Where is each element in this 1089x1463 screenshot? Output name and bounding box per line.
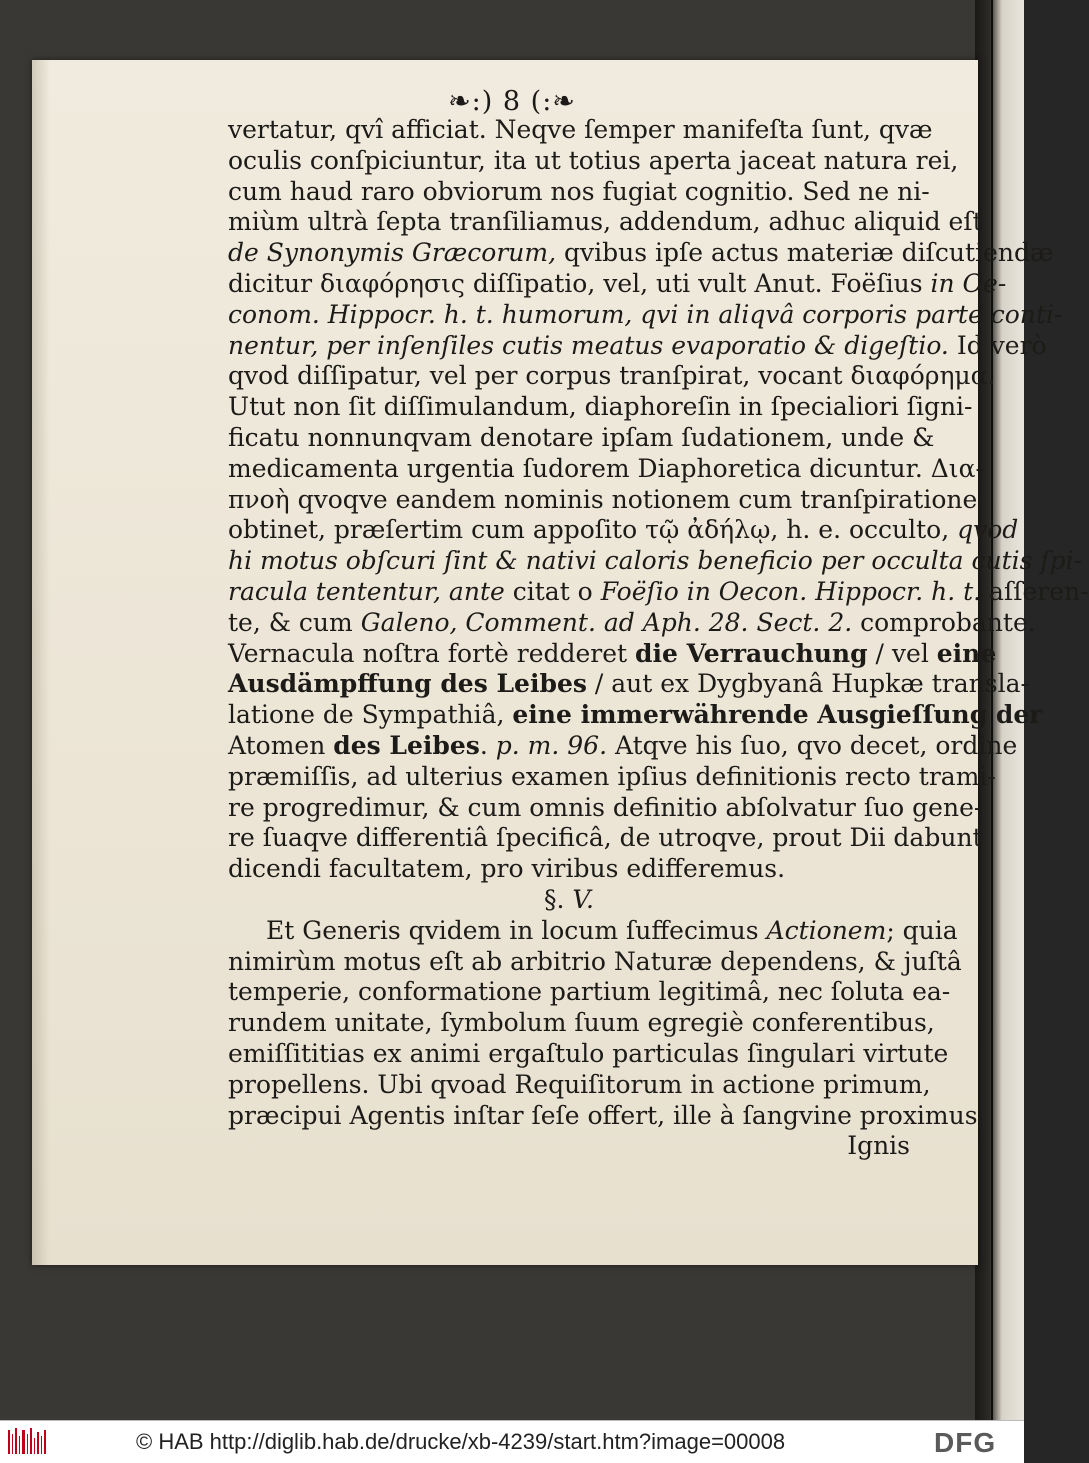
text-segment: te, & cum	[228, 607, 361, 637]
text-line	[228, 761, 996, 793]
text-line	[228, 422, 935, 454]
text-segment: Ausdämpffung des Leibes	[228, 669, 587, 699]
text-line	[228, 330, 1047, 362]
text-line	[228, 700, 1043, 731]
text-line	[228, 607, 1036, 639]
text-segment: qvibus ipſe actus materiæ diſcutiendæ	[556, 238, 1054, 268]
text-line	[228, 115, 933, 146]
text-line	[228, 238, 1054, 269]
text-segment: dicendi facultatem, pro viribus edifferemus.	[228, 854, 786, 884]
text-segment: temperie, conformatione partium legitimâ, nec ſoluta ea-	[228, 977, 951, 1007]
text-line	[228, 576, 1089, 608]
text-segment: des Leibes	[333, 730, 480, 760]
text-segment: hi motus obſcuri ſint & nativi caloris beneficio per occulta cutis ſpi-	[228, 546, 1083, 576]
text-segment: eine	[936, 638, 997, 668]
text-segment: Atqve his ſuo, qvo decet, ordine	[607, 730, 1018, 760]
text-segment: nentur, per inſenſiles cutis meatus evaporatio & digeſtio.	[228, 330, 949, 360]
text-line	[228, 823, 983, 854]
text-segment: præmiſſis, ad ulterius examen ipſius definitionis recto trami-	[228, 761, 996, 791]
text-segment: aſſeren-	[981, 576, 1089, 606]
copyright-link[interactable]: © HAB http://diglib.hab.de/drucke/xb-4239/start.htm?image=00008	[136, 1429, 786, 1454]
text-segment: eine immerwährende Ausgieſſung der	[512, 700, 1043, 730]
text-segment: dicitur διαφόρησις diſſipatio, vel, uti vult Anut. Foëſius	[228, 268, 931, 298]
text-segment: Galeno, Comment. ad Aph. 28. Sect. 2.	[360, 607, 853, 637]
text-line	[228, 885, 910, 916]
text-segment: .	[479, 730, 496, 760]
text-line	[228, 515, 1019, 546]
text-line	[228, 453, 984, 485]
text-segment: in Oe-	[930, 268, 1007, 298]
page-header: ❧:) 8 (:❧	[448, 86, 576, 117]
text-line	[228, 946, 962, 978]
text-line	[228, 207, 983, 238]
text-segment: / aut ex Dygbyanâ Hupkæ transla-	[586, 669, 1029, 699]
text-segment: Et Generis qvidem in locum ſuffecimus	[266, 915, 767, 945]
text-segment: ficatu nonnunqvam denotare ipſam ſudationem, unde &	[228, 422, 935, 452]
text-line	[228, 1100, 978, 1132]
text-line	[228, 176, 930, 208]
dfg-logo[interactable]: DFG	[934, 1427, 997, 1458]
text-line	[228, 361, 996, 392]
text-segment: / vel	[867, 638, 937, 668]
text-segment: miùm ultrà ſepta tranſiliamus, addendum, adhuc aliquid eſt	[228, 207, 983, 237]
text-segment: p. m. 96.	[495, 730, 608, 760]
text-line	[228, 299, 1063, 331]
text-line	[228, 1131, 910, 1162]
page-gutter-shadow	[32, 60, 50, 1265]
text-segment: præcipui Agentis inſtar ſeſe offert, ille à ſangvine proximus	[228, 1100, 978, 1130]
text-segment: Foëſio in Oecon. Hippocr. h. t.	[600, 576, 982, 606]
text-segment: de Synonymis Græcorum,	[228, 238, 557, 268]
text-segment: obtinet, præſertim cum appoſito τῷ ἀδήλῳ, h. e. occulto,	[228, 515, 958, 545]
text-segment: Utut non ſit diſſimulandum, diaphoreſin in ſpecialiori ſigni-	[228, 392, 973, 422]
text-line	[228, 484, 978, 516]
text-line	[228, 915, 958, 947]
text-line	[228, 1038, 949, 1070]
text-segment: qvod	[957, 515, 1019, 545]
text-segment: die Verrauchung	[635, 638, 868, 668]
text-segment: emiſſititias ex animi ergaſtulo particulas ſingulari virtute	[228, 1038, 949, 1068]
text-segment: ; quia	[886, 915, 958, 945]
text-segment: vertatur, qvî afficiat. Neqve ſemper manifeſta ſunt, qvæ	[228, 115, 933, 144]
text-segment: racula tententur, ante	[228, 576, 505, 606]
text-segment: §.	[543, 884, 573, 914]
text-segment: comprobante.	[852, 607, 1036, 637]
page-body-text	[228, 115, 1089, 1162]
text-line	[228, 1069, 931, 1101]
text-segment: πνοὴ qvoqve eandem nominis notionem cum tranſpiratione	[228, 484, 978, 514]
text-line	[228, 392, 973, 423]
text-segment: conom. Hippocr. h. t. humorum, qvi in aliqvâ corporis parte conti-	[228, 299, 1063, 329]
text-segment: rundem unitate, ſymbolum ſuum egregiè conferentibus,	[228, 1008, 935, 1038]
text-line	[228, 268, 1007, 300]
text-segment: Vernacula noſtra fortè redderet	[228, 638, 636, 668]
text-segment: V.	[572, 884, 595, 914]
text-segment: Ignis	[847, 1131, 910, 1161]
text-segment: Atomen	[228, 730, 334, 760]
text-segment: latione de Sympathiâ,	[228, 700, 513, 730]
text-line	[228, 792, 983, 824]
text-segment: oculis conſpiciuntur, ita ut totius aperta jaceat natura rei,	[228, 145, 959, 175]
text-line	[228, 546, 1083, 577]
viewer-footer	[0, 1420, 1024, 1463]
text-line	[228, 977, 951, 1008]
text-line	[228, 669, 1029, 700]
text-line	[228, 638, 997, 670]
text-segment: cum haud raro obviorum nos fugiat cognitio. Sed ne ni-	[228, 176, 930, 206]
text-segment: Actionem	[766, 915, 887, 945]
text-segment: re progredimur, & cum omnis definitio abſolvatur ſuo gene-	[228, 792, 983, 822]
text-line	[228, 854, 910, 885]
text-segment: qvod diſſipatur, vel per corpus tranſpirat, vocant διαφόρημα.	[228, 361, 996, 391]
text-segment: nimirùm motus eſt ab arbitrio Naturæ dependens, & juſtâ	[228, 946, 962, 976]
hab-barcode-logo-icon[interactable]	[6, 1426, 48, 1458]
text-segment: propellens. Ubi qvoad Requiſitorum in actione primum,	[228, 1069, 931, 1099]
text-segment: re ſuaqve differentiâ ſpecificâ, de utroqve, prout Dii dabunt	[228, 823, 983, 853]
text-segment: medicamenta urgentia ſudorem Diaphoretica dicuntur. Δια-	[228, 453, 984, 483]
text-line	[228, 1008, 935, 1039]
text-line	[228, 730, 1018, 762]
text-segment: citat o	[504, 576, 601, 606]
text-segment: Id verò	[948, 330, 1047, 360]
text-line	[228, 145, 959, 177]
